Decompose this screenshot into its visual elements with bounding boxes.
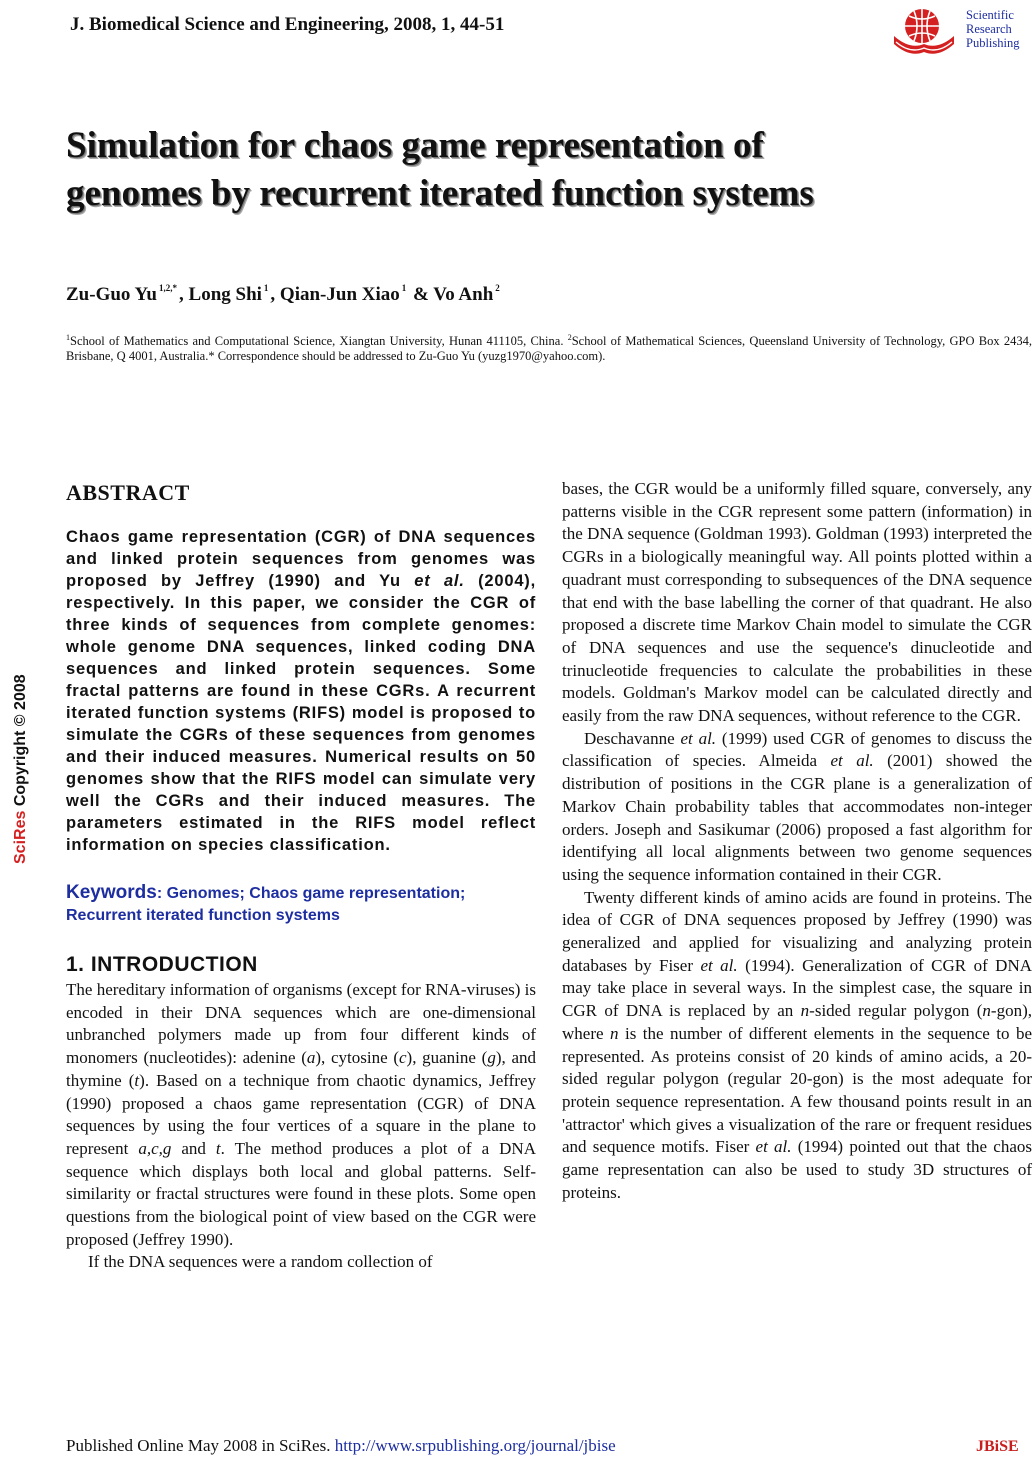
- footer-published-text: Published Online May 2008 in SciRes.: [66, 1436, 335, 1455]
- intro-paragraph: [66, 979, 536, 1251]
- italic-run: t: [134, 1070, 140, 1090]
- italic-run: et al.: [680, 728, 717, 748]
- author-separator: ,: [179, 284, 189, 305]
- affiliation-text: School of Mathematics and Computational Science, Xiangtan University, Hunan 411105, China.: [70, 334, 568, 349]
- sidebar-brand: SciRes: [12, 810, 29, 864]
- abstract-part: (2004), respectively. In this paper, we consider the CGR of three kinds of sequences from complete genomes: whole genome DNA sequences, linked coding DNA sequences and linked protein sequences. Some fractal patterns are found in these CGRs. A recurrent iterated function systems (RIFS) model is proposed to simulate the CGRs of these sequences from genomes and their induced measures. Numerical results on 50 genomes show that the RIFS model can simulate very well the CGRs and their induced measures. The parameters estimated in the RIFS model reflect information on species classification.: [66, 572, 536, 854]
- abstract-etal: et al.: [414, 572, 465, 590]
- keywords-label: Keywords: [66, 882, 157, 903]
- text-run: . The method produces a plot of a DNA sequence which displays both local and global patterns. Self-similarity or fractal structures were found in these plots. Some open questions from the biological point of view based on the CGR were proposed (Jeffrey 1990).: [66, 1138, 536, 1249]
- abstract-part: Chaos game representation (CGR) of DNA sequences and linked protein sequences from genomes was proposed by Jeffrey (1990) and Yu: [66, 528, 536, 590]
- author-affiliation-mark: 1: [401, 283, 407, 293]
- italic-run: t: [215, 1138, 221, 1158]
- text-run: ), and thymine (: [66, 1048, 536, 1090]
- journal-url-link[interactable]: http://www.srpublishing.org/journal/jbise: [334, 1436, 616, 1455]
- abstract-heading: ABSTRACT: [66, 480, 190, 505]
- italic-run: c: [398, 1048, 407, 1068]
- author-name: Long Shi: [188, 284, 262, 305]
- intro-paragraph: If the DNA sequences were a random collection of: [88, 1252, 433, 1272]
- affiliation-mark: 2: [567, 333, 572, 342]
- affiliations: [66, 330, 1032, 364]
- logo-line: Publishing: [966, 36, 1020, 50]
- text-run: (2001) showed the distribution of positions in the CGR plane is a generalization of Markov Chain probability tables that accommodates non-integer orders. Joseph and Sasikumar (2006) proposed a fast algorithm for identifying all local alignments between two genome sequences using the sequence information contained in their CGR.: [562, 751, 1032, 884]
- author-name: Vo Anh: [433, 284, 494, 305]
- italic-run: et al.: [755, 1137, 792, 1157]
- italic-run: a,c,g: [138, 1138, 172, 1158]
- publisher-logo: [890, 2, 1030, 60]
- footer-publication-note: [66, 1436, 616, 1456]
- logo-line: Scientific: [966, 8, 1014, 22]
- footer-journal-abbrev: JBiSE: [976, 1438, 1019, 1455]
- author-name: Qian-Jun Xiao: [279, 284, 400, 305]
- text-run: and: [171, 1138, 216, 1158]
- copyright-sidebar: [0, 600, 29, 870]
- text-run: Deschavanne: [584, 728, 681, 748]
- author-affiliation-mark: 1,2,*: [159, 283, 178, 293]
- text-run: Twenty different kinds of amino acids are found in proteins. The idea of CGR of DNA sequences proposed by Jeffrey (1990) was generalized and applied for visualizing and analyzing protein databases by Fiser: [562, 887, 1032, 975]
- copyright-notice: [12, 674, 30, 864]
- italic-run: et al.: [830, 751, 874, 771]
- globe-book-logo-icon: [890, 2, 960, 60]
- keywords: [66, 882, 536, 927]
- text-run: ), guanine (: [406, 1048, 488, 1068]
- text-run: (1994) pointed out that the chaos game representation can also be used to study 3D structures of proteins.: [562, 1137, 1033, 1202]
- title-line: genomes by recurrent iterated function systems: [66, 173, 814, 214]
- logo-line: Research: [966, 22, 1012, 36]
- introduction-heading: 1. INTRODUCTION: [66, 953, 258, 976]
- author-separator: ,: [270, 284, 280, 305]
- abstract-body: [66, 526, 536, 856]
- paper-title: [66, 122, 1026, 218]
- body-paragraph: bases, the CGR would be a uniformly filled square, conversely, any patterns visible in the CGR represent some pattern (information) in the DNA sequence (Goldman 1993). Goldman (1993) interpreted the CGRs in a biologically meaningful way. All points plotted within a quadrant must corresponding to subsequences of the DNA sequence that end with the base labelling the corner of that quadrant. He also proposed a discrete time Markov Chain model to simulate the CGR of DNA sequences and use the sequence's dinucleotide and trinucleotide frequencies to calculate the probabilities in these models. Goldman's Markov model can be calculated directly and easily from the raw DNA sequences, without reference to the CGR.: [562, 479, 1032, 726]
- italic-run: g: [487, 1048, 496, 1068]
- title-line: Simulation for chaos game representation of: [66, 125, 764, 166]
- body-paragraph: [562, 887, 1032, 1205]
- author-affiliation-mark: 1: [263, 283, 269, 293]
- text-run: -sided regular polygon (: [809, 1001, 983, 1021]
- right-column: [562, 478, 1032, 1205]
- text-run: (1994). Generalization of CGR of DNA may take place in several ways. In the simplest case, the square in CGR of DNA is replaced by an: [562, 955, 1032, 1021]
- affiliation-mark: 1: [66, 333, 70, 342]
- author-affiliation-mark: 2: [495, 283, 500, 293]
- journal-reference: J. Biomedical Science and Engineering, 2008, 1, 44-51: [70, 14, 505, 35]
- author-separator: &: [408, 284, 434, 305]
- left-column: [66, 480, 536, 1274]
- text-run: ). Based on a technique from chaotic dynamics, Jeffrey (1990) proposed a chaos game representation (CGR) of DNA sequences by using the four vertices of a square in the plane to represent: [66, 1070, 536, 1158]
- sidebar-copyright: Copyright © 2008: [12, 674, 29, 811]
- keywords-text: : Genomes; Chaos game representation; Recurrent iterated function systems: [66, 885, 466, 924]
- text-run: ), cytosine (: [315, 1048, 399, 1068]
- author-list: [66, 283, 502, 306]
- text-run: (1999) used CGR of genomes to discuss the classification of species. Almeida: [562, 728, 1032, 771]
- italic-run: et al.: [700, 955, 738, 975]
- body-paragraph: [562, 728, 1032, 887]
- text-run: -gon), where: [562, 1001, 1032, 1043]
- text-run: is the number of different elements in the sequence to be represented. As proteins consist of 20 kinds of amino acids, a 20-sided regular polygon (regular 20-gon) is the most adequate for protein sequence representation. A few thousand points result in an 'attractor' which gives a visualization of the rare or frequent residues and sequence motifs. Fiser: [562, 1023, 1033, 1157]
- italic-run: n: [982, 1001, 991, 1021]
- italic-run: a: [306, 1048, 316, 1068]
- publisher-name: [966, 8, 1020, 50]
- italic-run: n: [610, 1023, 619, 1043]
- italic-run: n: [800, 1001, 810, 1021]
- text-run: The hereditary information of organisms (except for RNA-viruses) is encoded in their DNA sequences which are one-dimensional unbranched polymers made up from four different kinds of monomers (nucleotides): adenine (: [66, 980, 536, 1068]
- affiliation-text: School of Mathematical Sciences, Queensland University of Technology, GPO Box 2434, Brisbane, Q 4001, Australia.* Correspondence should be addressed to Zu-Guo Yu (yuzg1970@yahoo.com).: [66, 334, 1032, 364]
- author-name: Zu-Guo Yu: [66, 284, 158, 305]
